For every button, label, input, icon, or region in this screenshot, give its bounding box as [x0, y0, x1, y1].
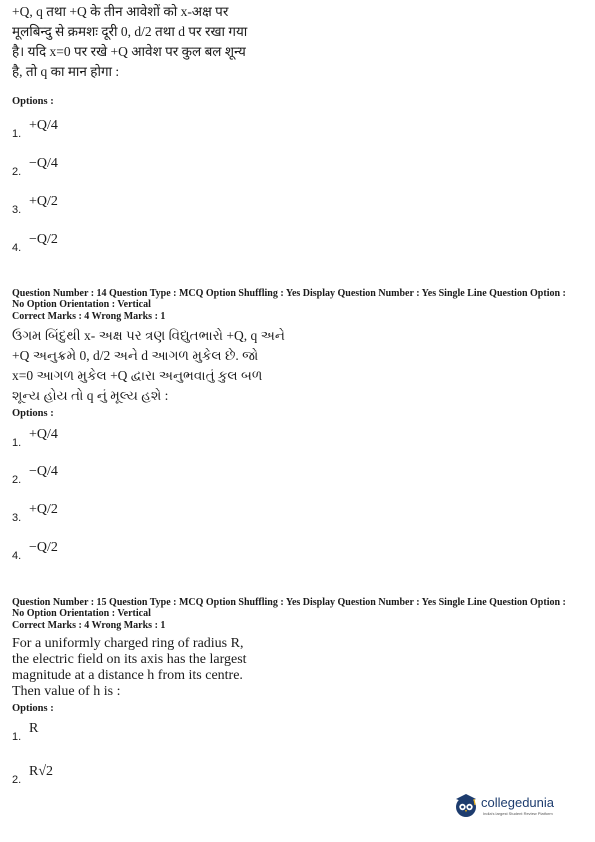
option-number: 2. — [12, 166, 22, 178]
q15-options-label: Options : — [12, 703, 54, 714]
q15-line: For a uniformly charged ring of radius R, — [12, 636, 244, 651]
option-value: −Q/4 — [29, 156, 58, 171]
option-value: −Q/2 — [29, 540, 58, 555]
q15-line: magnitude at a distance h from its centre. — [12, 668, 243, 683]
q14-line: ઉગમ બિંદુથી x- અક્ષ પર ત્રણ વિદ્યુતભારો +Q, q અને — [12, 328, 285, 343]
q15-meta-line: No Option Orientation : Vertical — [12, 608, 151, 619]
q14-line: x=0 આગળ મુકેલ +Q દ્વારા અનુભવાતું કુલ બળ — [12, 368, 263, 383]
option-number: 3. — [12, 512, 22, 524]
q15-marks: Correct Marks : 4 Wrong Marks : 1 — [12, 620, 166, 631]
option-value: +Q/2 — [29, 194, 58, 209]
q13-question-text — [12, 2, 583, 82]
q15-meta — [12, 597, 583, 619]
q13-line: +Q, q तथा +Q के तीन आवेशों को x-अक्ष पर — [12, 4, 229, 19]
option-value: −Q/2 — [29, 232, 58, 247]
option-number: 4. — [12, 242, 22, 254]
q13-line: है, तो q का मान होगा : — [12, 64, 120, 79]
q15-line: the electric field on its axis has the largest — [12, 652, 247, 667]
q13-line: है। यदि x=0 पर रखे +Q आवेश पर कुल बल शून्य — [12, 44, 246, 59]
q14-meta — [12, 288, 583, 310]
q15-line: Then value of h is : — [12, 684, 121, 699]
q15-question-text — [12, 636, 583, 700]
option-number: 2. — [12, 774, 22, 786]
option-value: R — [29, 721, 39, 736]
q14-question-text — [12, 326, 583, 406]
q14-meta-line: No Option Orientation : Vertical — [12, 299, 151, 310]
option-value: +Q/4 — [29, 427, 58, 442]
q14-line: +Q અનુક્રમે 0, d/2 અને d આગળ મુકેલ છે. જો — [12, 348, 259, 363]
option-value: +Q/4 — [29, 118, 58, 133]
option-number: 4. — [12, 550, 22, 562]
option-value: −Q/4 — [29, 464, 58, 479]
q14-line: શૂન્ય હોય તો q નું મૂલ્ય હશે : — [12, 388, 169, 403]
graduate-owl-icon — [453, 792, 479, 818]
q13-line: मूलबिन्दु से क्रमशः दूरी 0, d/2 तथा d पर रखा गया — [12, 24, 248, 39]
q14-meta-line: Question Number : 14 Question Type : MCQ Option Shuffling : Yes Display Question Number : Yes Single Line Question Option : — [12, 288, 566, 299]
option-number: 1. — [12, 437, 22, 449]
option-value: R√2 — [29, 764, 54, 779]
logo-wordmark: collegedunia — [481, 795, 555, 810]
q15-meta-line: Question Number : 15 Question Type : MCQ Option Shuffling : Yes Display Question Number : Yes Single Line Question Option : — [12, 597, 566, 608]
option-value: +Q/2 — [29, 502, 58, 517]
option-number: 3. — [12, 204, 22, 216]
option-number: 1. — [12, 128, 22, 140]
q13-options-label: Options : — [12, 96, 54, 107]
collegedunia-logo — [453, 792, 563, 822]
q14-marks: Correct Marks : 4 Wrong Marks : 1 — [12, 311, 166, 322]
option-number: 2. — [12, 474, 22, 486]
logo-tagline: India's largest Student Review Platform — [483, 811, 553, 816]
option-number: 1. — [12, 731, 22, 743]
q14-options-label: Options : — [12, 408, 54, 419]
